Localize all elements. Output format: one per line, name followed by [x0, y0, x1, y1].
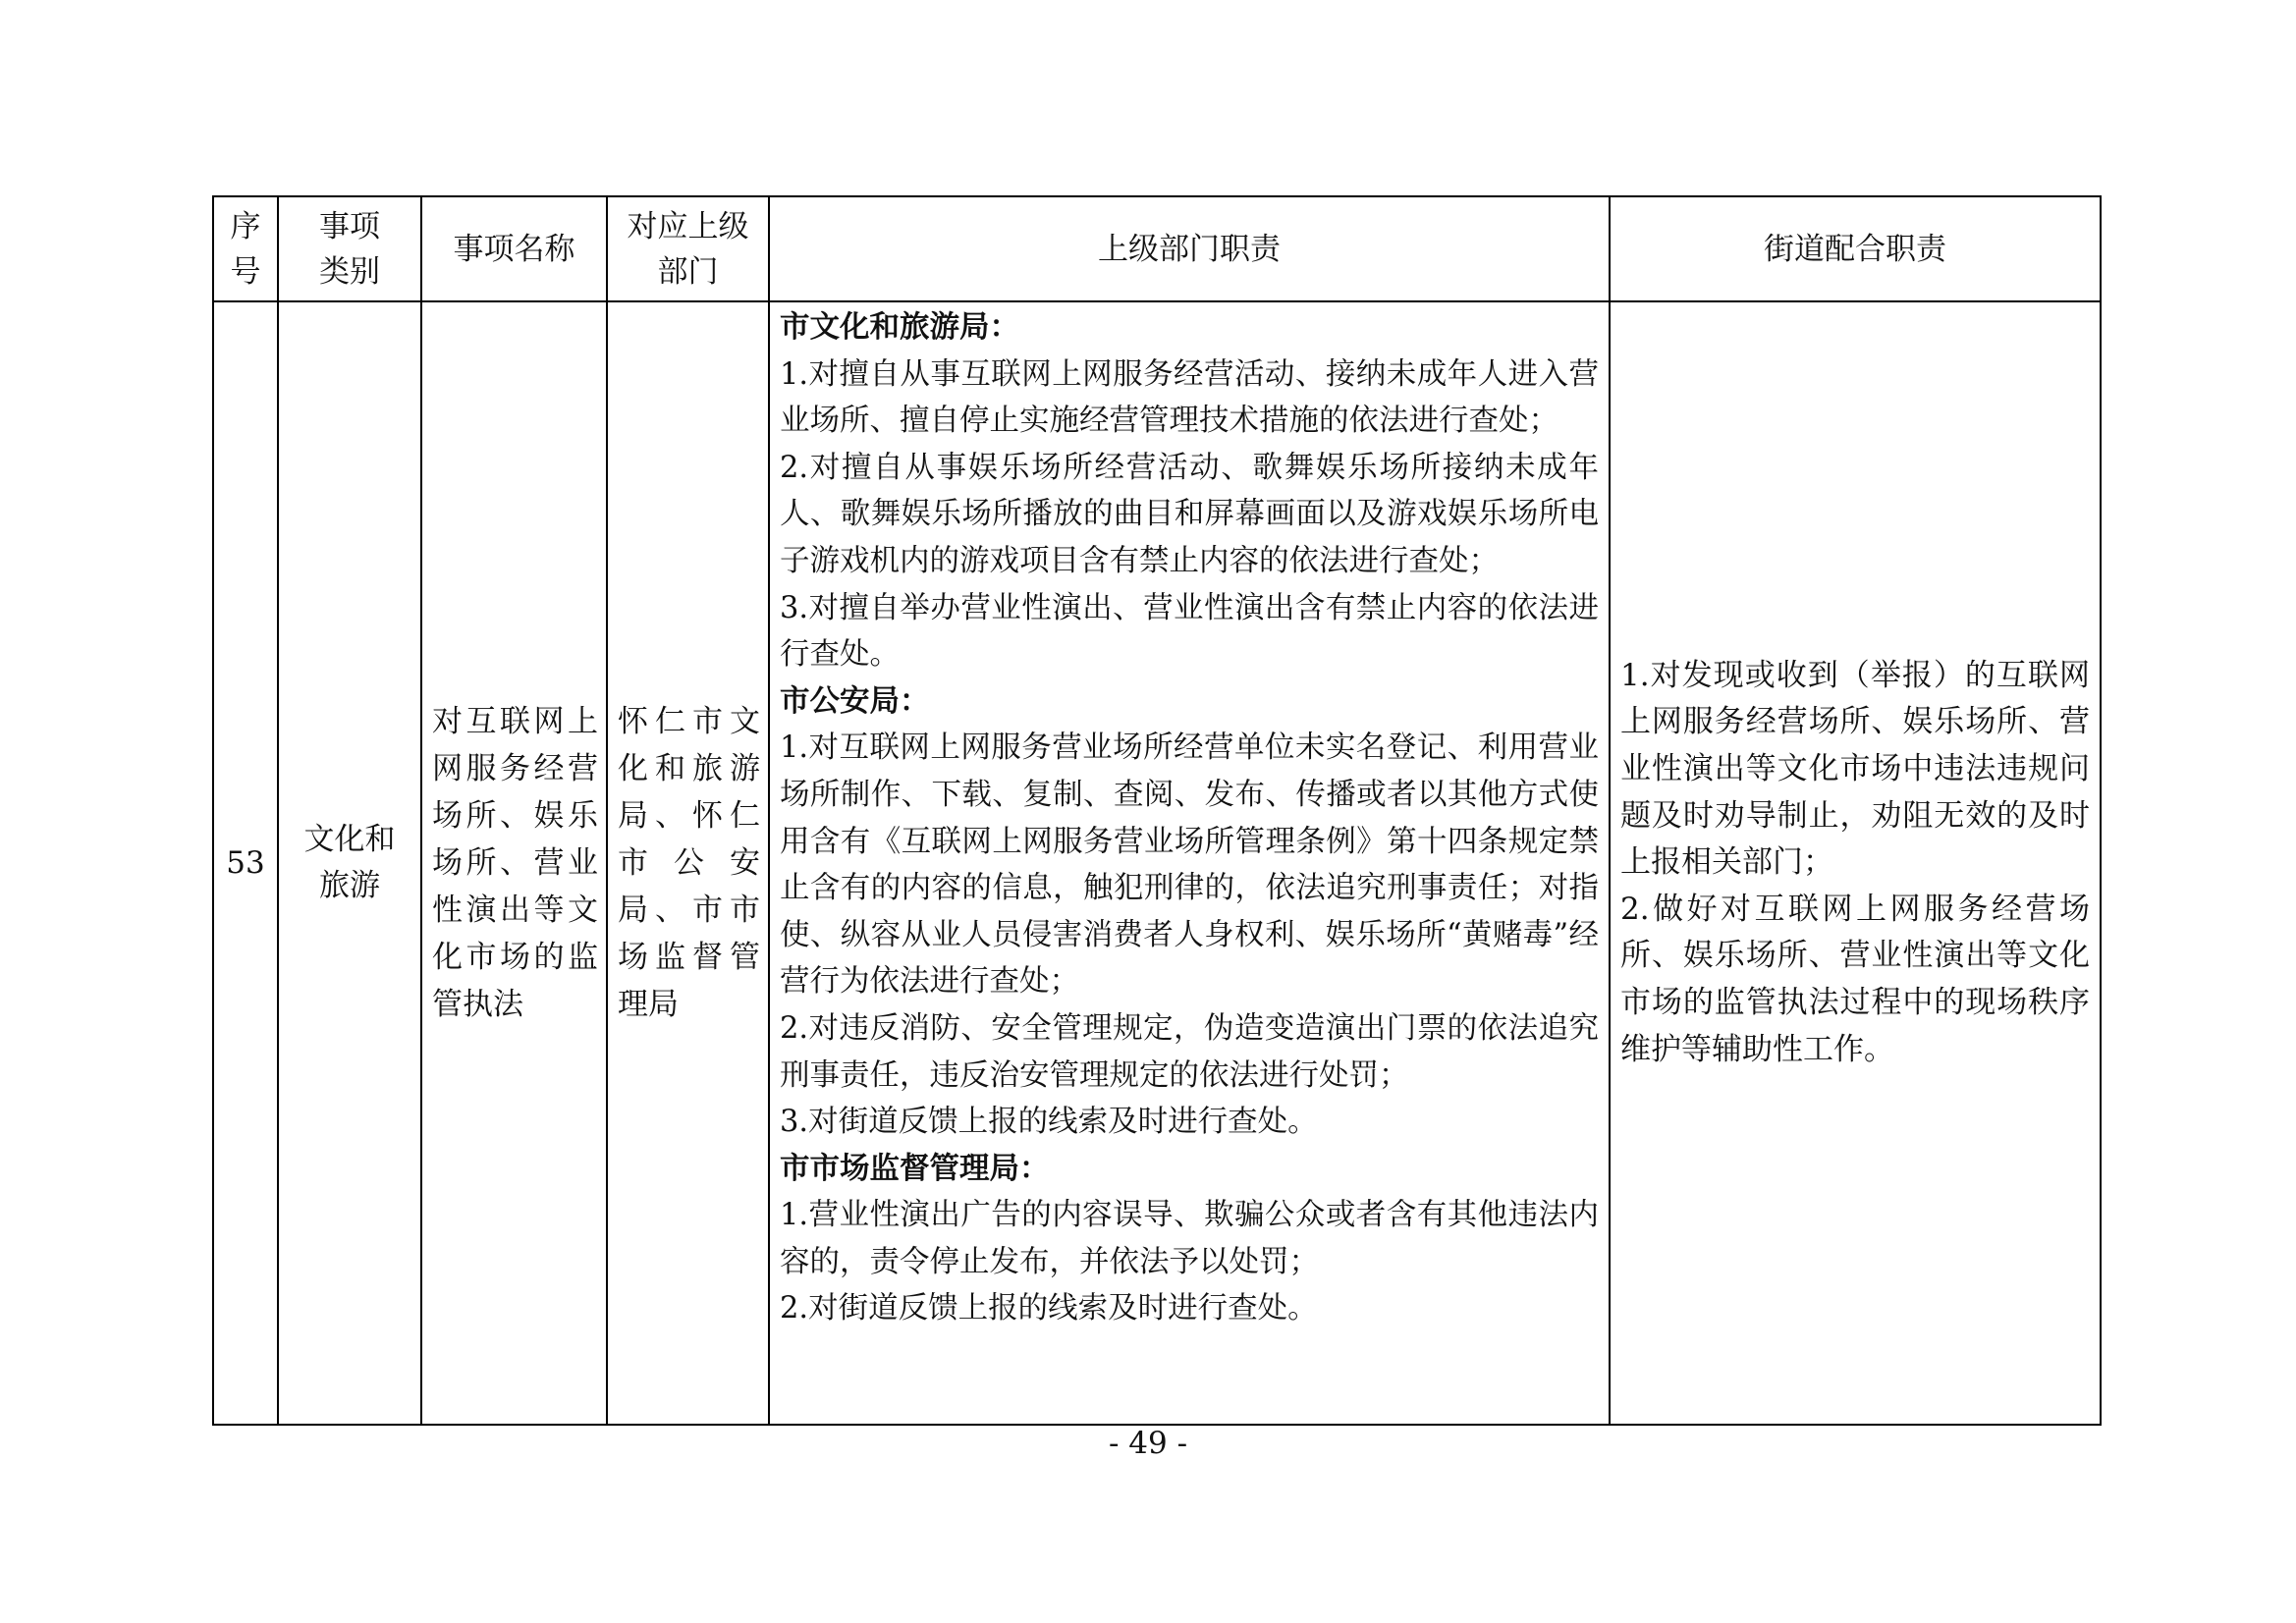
item-name-line: 对互联网上: [432, 704, 598, 739]
department-line: 局、市市: [618, 893, 760, 928]
header-upper-duty: 上级部门职责: [769, 196, 1610, 301]
cell-department: [607, 301, 769, 1425]
header-name: 事项名称: [421, 196, 607, 301]
duty-item: 1.营业性演出广告的内容误导、欺骗公众或者含有其他违法内容的，责令停止发布，并依法予以处罚；: [780, 1198, 1599, 1279]
header-row: [213, 196, 2101, 301]
table-header: [213, 196, 2101, 301]
duty-item: 3.对街道反馈上报的线索及时进行查处。: [780, 1105, 1318, 1140]
department-line: 局、怀仁: [618, 798, 760, 834]
item-name-line: 性演出等文: [432, 893, 598, 928]
item-name-line: 管执法: [432, 987, 523, 1022]
agency-heading: 市市场监督管理局：: [780, 1150, 1050, 1186]
cell-seq: 53: [213, 301, 278, 1425]
cell-item-name: [421, 301, 607, 1425]
duty-item: 2.对擅自从事娱乐场所经营活动、歌舞娱乐场所接纳未成年人、歌舞娱乐场所播放的曲目和屏幕画面以及游戏娱乐场所电子游戏机内的游戏项目含有禁止内容的依法进行查处；: [780, 450, 1599, 578]
header-street-duty: 街道配合职责: [1610, 196, 2101, 301]
department-line: 市 公 安: [618, 845, 760, 881]
department-line: 场监督管: [618, 940, 760, 975]
department-line: 怀仁市文: [618, 704, 760, 739]
street-duty-item: 1.对发现或收到（举报）的互联网上网服务经营场所、娱乐场所、营业性演出等文化市场中违法违规问题及时劝导制止，劝阻无效的及时上报相关部门；: [1620, 657, 2090, 881]
item-name-line: 网服务经营: [432, 751, 598, 786]
header-seq: 序 号: [213, 196, 278, 301]
header-category: 事项 类别: [278, 196, 421, 301]
cell-street-duties: [1610, 301, 2101, 1425]
duty-item: 2.对违反消防、安全管理规定，伪造变造演出门票的依法追究刑事责任，违反治安管理规定的依法进行处罚；: [780, 1010, 1599, 1093]
department-line: 化和旅游: [618, 751, 760, 786]
agency-heading: 市公安局：: [780, 682, 930, 719]
cell-upper-duties: [769, 301, 1610, 1425]
item-name-line: 场所、娱乐: [432, 798, 598, 834]
header-dept: 对应上级 部门: [607, 196, 769, 301]
duty-item: 1.对擅自从事互联网上网服务经营活动、接纳未成年人进入营业场所、擅自停止实施经营管理技术措施的依法进行查处；: [780, 356, 1599, 439]
duty-item: 3.对擅自举办营业性演出、营业性演出含有禁止内容的依法进行查处。: [780, 590, 1599, 673]
item-name-line: 场所、营业: [432, 845, 598, 881]
street-duty-item: 2.做好对互联网上网服务经营场所、娱乐场所、营业性演出等文化市场的监管执法过程中的现场秩序维护等辅助性工作。: [1620, 891, 2090, 1067]
table-row: [213, 301, 2101, 1425]
page-number: - 49 -: [1108, 1426, 1188, 1461]
item-name-line: 化市场的监: [432, 940, 598, 975]
cell-category: 文化和 旅游: [278, 301, 421, 1425]
agency-heading: 市文化和旅游局：: [780, 309, 1019, 345]
duty-item: 2.对街道反馈上报的线索及时进行查处。: [780, 1291, 1318, 1326]
duty-table: [212, 195, 2102, 1426]
duty-item: 1.对互联网上网服务营业场所经营单位未实名登记、利用营业场所制作、下载、复制、查阅、发布、传播或者以其他方式使用含有《互联网上网服务营业场所管理条例》第十四条规定禁止含有的内容的信息，触犯刑律的，依法追究刑事责任；对指使、纵容从业人员侵害消费者人身权利、娱乐场所“黄赌毒”经营行为依法进行查处；: [780, 730, 1599, 1000]
department-line: 理局: [618, 987, 679, 1022]
